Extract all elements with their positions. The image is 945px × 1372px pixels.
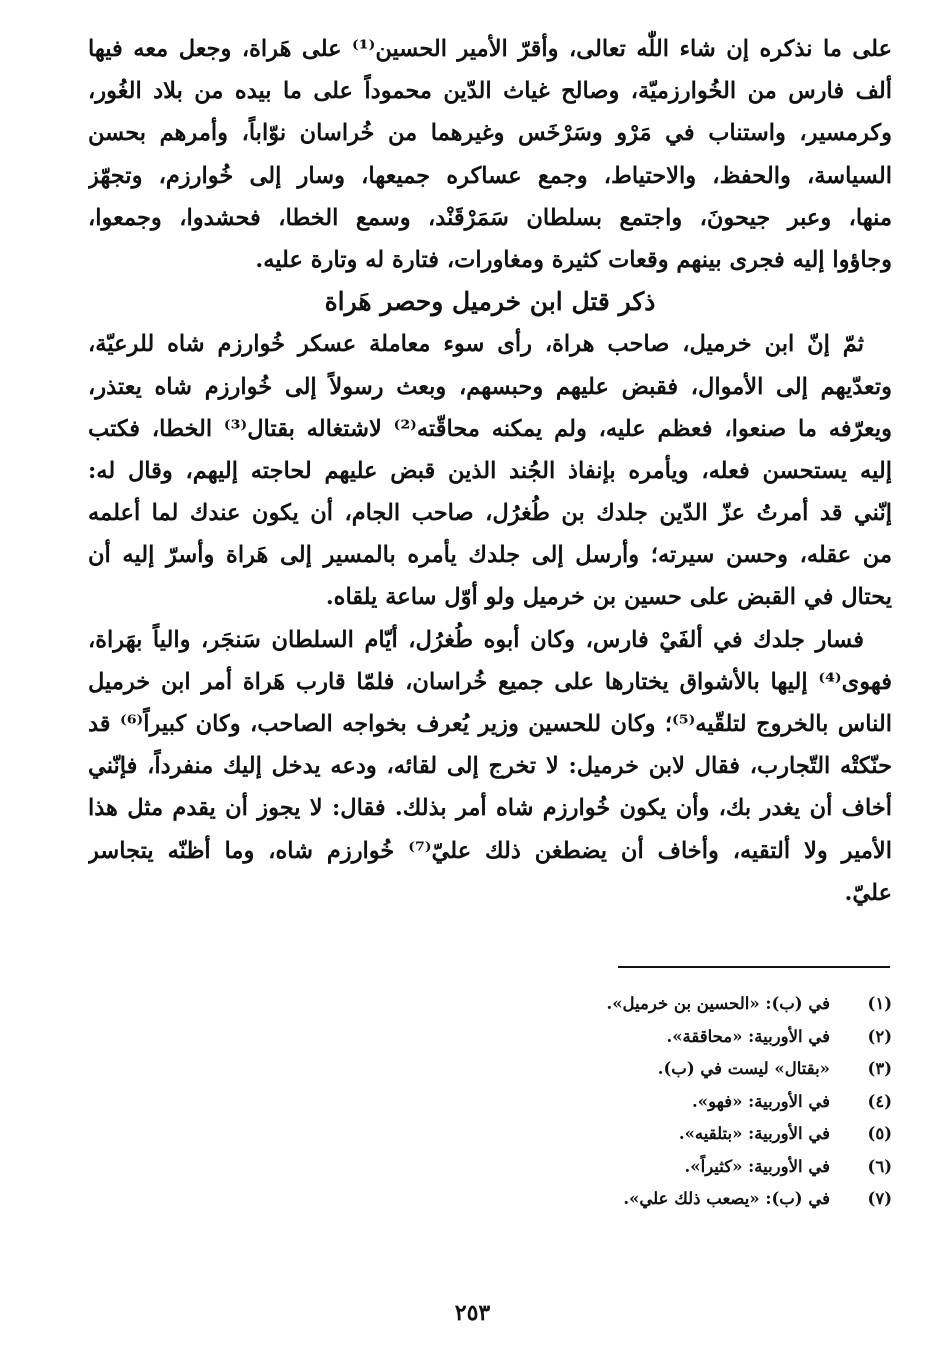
text-line: وكرمسير، واستناب في مَرْو وسَرْخَس وغيرهما من خُراسان نوّاباً، وأمرهم بحسن xyxy=(88,120,892,147)
text-line: وجاؤوا إليه فجرى بينهم وقعات كثيرة ومغاورات، فتارة له وتارة عليه. xyxy=(255,246,892,273)
text-line: إنّني قد أمرتُ عزّ الدّين جلدك بن طُغرُل، صاحب الجام، أن يكون عندك لما أعلمه xyxy=(88,500,892,527)
text-line: فسار جلدك في ألفَيْ فارس، وكان أبوه طُغرُل، أيّام السلطان سَنجَر، والياً بهَراة، xyxy=(88,626,864,653)
main-text xyxy=(88,28,892,914)
text-line: الأمير ولا ألتقيه، وأخاف أن يضطغن ذلك عليّ⁽⁷⁾ خُوارزم شاه، وما أظنّه يتجاسر xyxy=(88,837,892,864)
footnote-number: (٥) xyxy=(867,1124,892,1143)
text-line: أخاف أن يغدر بك، وأن يكون خُوارزم شاه أمر بذلك. فقال: لا يجوز أن يقدم مثل هذا xyxy=(88,795,892,822)
footnote-item xyxy=(560,1183,892,1216)
paragraph-2 xyxy=(88,323,892,618)
footnote-item xyxy=(560,1118,892,1151)
footnote-text: في الأوربية: «فهو». xyxy=(692,1091,830,1111)
footnote-number: (٦) xyxy=(867,1156,892,1176)
section-heading: ذكر قتل ابن خرميل وحصر هَراة xyxy=(324,287,656,317)
footnote-text: في الأوربية: «بتلقيه». xyxy=(678,1124,830,1143)
footnote-text: في الأوربية: «محاققة». xyxy=(666,1026,830,1046)
footnote-number: (٢) xyxy=(867,1026,892,1046)
text-line: ويعرّفه ما صنعوا، فعظم عليه، ولم يمكنه محاقّته⁽²⁾ لاشتغاله بقتال⁽³⁾ الخطا، فكتب xyxy=(88,415,892,442)
footnote-number: (١) xyxy=(867,994,892,1013)
text-line: عليّ. xyxy=(844,879,892,906)
footnote-text: في (ب): «يصعب ذلك علي». xyxy=(623,1189,830,1208)
footnote-number: (٣) xyxy=(867,1059,892,1078)
footnote-item xyxy=(560,1053,892,1086)
footnote-item xyxy=(560,1086,892,1119)
footnote-divider xyxy=(618,966,890,968)
text-line: يحتال في القبض على حسين بن خرميل ولو أوّل ساعة يلقاه. xyxy=(325,584,892,611)
footnote-item xyxy=(560,1151,892,1184)
text-line: ثمّ إنّ ابن خرميل، صاحب هراة، رأى سوء معاملة عسكر خُوارزم شاه للرعيّة، xyxy=(88,331,864,358)
footnote-item xyxy=(560,988,892,1021)
page-number: ٢٥٣ xyxy=(454,1300,491,1326)
text-line: منها، وعبر جيحونَ، واجتمع بسلطان سَمَرْقَنْد، وسمع الخطا، فحشدوا، وجمعوا، xyxy=(88,204,892,231)
footnote-text: في (ب): «الحسين بن خرميل». xyxy=(606,994,830,1013)
footnote-number: (٤) xyxy=(867,1091,892,1111)
text-line: إليه يستحسن فعله، ويأمره بإنفاذ الجُند الذين قبض عليهم لحاجته إليهم، وقال له: xyxy=(88,457,892,484)
footnote-text: في الأوربية: «كثيراً». xyxy=(684,1156,830,1176)
text-line: ألف فارس من الخُوارزميّة، وصالح غياث الدّين محموداً على ما بيده من بلاد الغُور، xyxy=(88,78,892,105)
text-line: حنّكتْه التّجارب، فقال لابن خرميل: لا تخرج إلى لقائه، ودعه يدخل إليك منفرداً، فإنّني xyxy=(88,753,892,780)
footnote-text: «بقتال» ليست في (ب). xyxy=(657,1059,830,1078)
paragraph-1 xyxy=(88,28,892,281)
text-line: وتعدّيهم إلى الأموال، فقبض عليهم وحبسهم، وبعث رسولاً إلى خُوارزم شاه يعتذر، xyxy=(88,373,892,400)
footnotes xyxy=(560,988,892,1216)
footnote-number: (٧) xyxy=(867,1189,892,1208)
text-line: فهوى⁽⁴⁾ إليها بالأشواق يختارها على جميع خُراسان، فلمّا قارب هَراة أمر ابن خرميل xyxy=(88,668,892,695)
text-line: الناس بالخروج لتلقّيه⁽⁵⁾؛ وكان للحسين وزير يُعرف بخواجه الصاحب، وكان كبيراً⁽⁶⁾ قد xyxy=(88,711,892,737)
text-line: السياسة، والحفظ، والاحتياط، وجمع عساكره جميعها، وسار إلى خُوارزم، وتجهّز xyxy=(88,162,892,189)
footnote-item xyxy=(560,1021,892,1054)
paragraph-3 xyxy=(88,619,892,914)
text-line: على ما نذكره إن شاء اللّٰه تعالى، وأقرّ الأمير الحسين⁽¹⁾ على هَراة، وجعل معه فيها xyxy=(88,36,892,62)
text-line: من عقله، وحسن سيرته؛ وأرسل إلى جلدك يأمره بالمسير إلى هَراة وأسرّ إليه أن xyxy=(88,542,892,569)
